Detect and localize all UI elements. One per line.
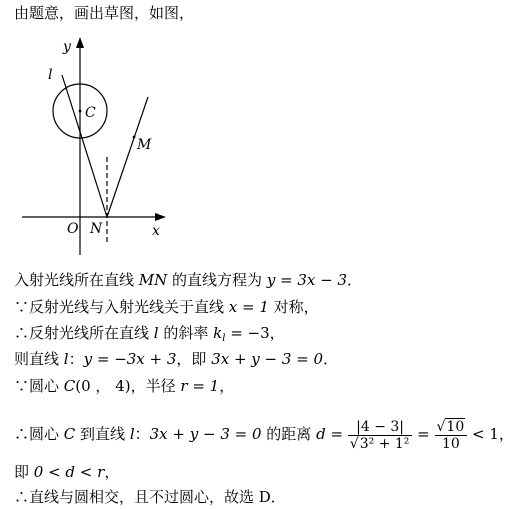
x-axis-arrow: [155, 213, 166, 221]
distance-fraction: $\frac{|4 - 3|}{\text{√3² + 1²}}$: [348, 419, 413, 452]
solution-line-2: ∵反射光线与入射光线关于直线 x = 1 对称，: [14, 298, 319, 316]
n-label: N: [90, 221, 103, 237]
y-axis-arrow: [76, 37, 84, 48]
m-label: M: [137, 137, 152, 153]
reflected-line-l: [62, 75, 107, 217]
point-m-dot: [133, 136, 136, 139]
solution-line-4: 则直线 l：y = −3x + 3，即 3x + y − 3 = 0．: [14, 350, 339, 368]
o-label: O: [67, 221, 79, 237]
solution-line-1: 入射光线所在直线 MN 的直线方程为 y = 3x − 3．: [14, 271, 363, 289]
c-label: C: [85, 105, 96, 121]
solution-line-3: ∴反射光线所在直线 l 的斜率 $k_l = -3$，: [14, 324, 285, 344]
result-fraction: $\frac{√10}{10}$: [435, 419, 468, 452]
y-label: y: [63, 39, 71, 55]
l-label: l: [48, 67, 53, 83]
solution-line-6: ∴圆心 C 到直线 l：3x + y − 3 = 0 的距离 d = $\frac{|4 - 3|}{\text{√3² + 1²}}$ = $\frac{√10}{10}$ < 1，: [14, 418, 514, 452]
incident-line-mn: [107, 97, 148, 217]
solution-line-5: ∵圆心 C(0 ， 4)，半径 r = 1，: [14, 377, 235, 395]
solution-line-7: 即 0 < d < r，: [14, 463, 120, 481]
solution-line-8: ∴直线与圆相交，且不过圆心，故选 D．: [14, 488, 286, 506]
x-label: x: [152, 223, 160, 239]
intro-text: 由题意，画出草图，如图，: [14, 4, 195, 22]
center-c-dot: [79, 110, 82, 113]
